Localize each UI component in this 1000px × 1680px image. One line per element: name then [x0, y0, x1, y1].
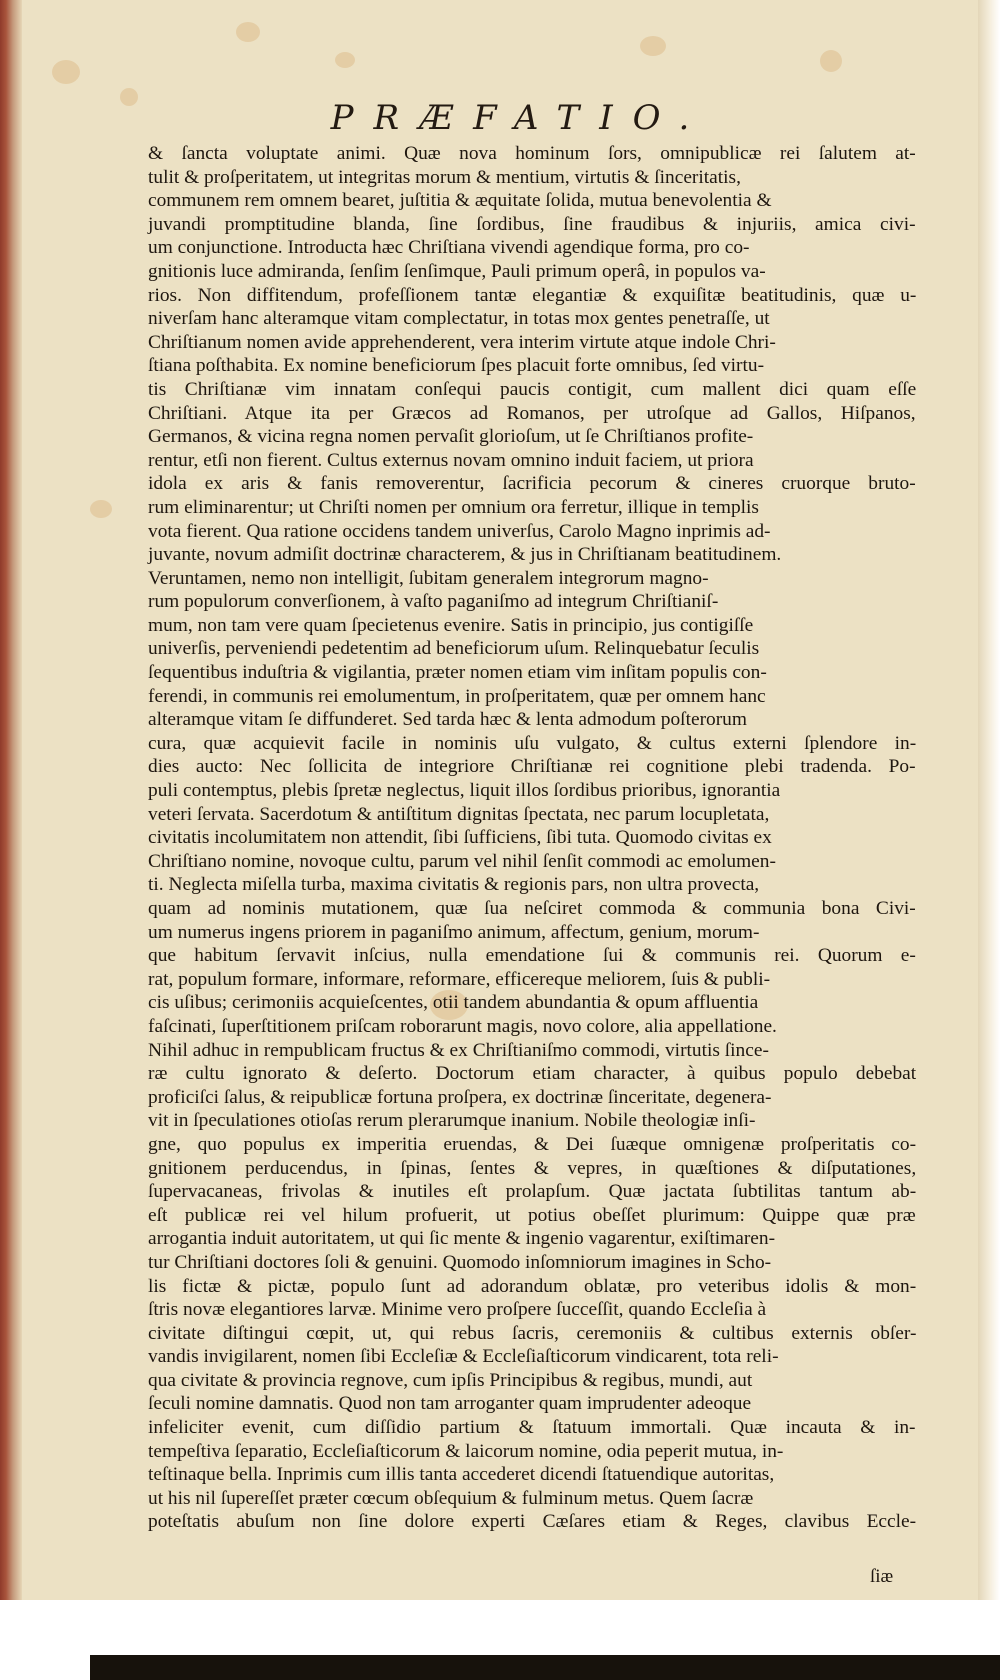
text-line: proficiſci ſalus, & reipublicæ fortuna proſpera, ex doctrinæ ſinceritate, degenera- — [148, 1086, 772, 1108]
catchword: ſiæ — [870, 1566, 894, 1587]
text-line: Chriſtianum nomen avide apprehenderent, vera interim virtute atque indole Chri- — [148, 331, 776, 353]
text-line: vota fierent. Qua ratione occidens tandem univerſus, Carolo Magno inprimis ad- — [148, 520, 771, 542]
text-line: dies aucto: Nec ſollicita de integriore Chriſtianæ rei cognitione plebi tradenda. Po- — [148, 756, 916, 778]
text-line: um conjunctione. Introducta hæc Chriſtiana vivendi agendique forma, pro co- — [148, 237, 750, 259]
text-line: ſequentibus induſtria & vigilantia, præter nomen etiam vim inſitam populis con- — [148, 662, 767, 684]
text-line: niverſam hanc alteramque vitam complectatur, in totas mox gentes penetraſſe, ut — [148, 308, 770, 330]
text-line: Nihil adhuc in rempublicam fructus & ex Chriſtianiſmo commodi, virtutis ſince- — [148, 1039, 769, 1061]
text-line: univerſis, perveniendi pedetentim ad beneficiorum uſum. Relinquebatur ſeculis — [148, 638, 760, 660]
text-line: rum populorum converſionem, à vaſto paganiſmo ad integrum Chriſtianiſ- — [148, 591, 719, 613]
text-line: cis uſibus; cerimoniis acquieſcentes, otii tandem abundantia & opum affluentia — [148, 992, 759, 1014]
text-line: Veruntamen, nemo non intelligit, ſubitam generalem integrorum magno- — [148, 567, 709, 589]
text-line: arrogantia induit autoritatem, ut qui ſic mente & ingenio vagarentur, exiſtimaren- — [148, 1228, 776, 1250]
text-line: gnitionem perducendus, in ſpinas, ſentes & vepres, in quæſtiones & diſputationes, — [148, 1157, 917, 1179]
text-line: tis Chriſtianæ vim innatam conſequi paucis contigit, cum mallent dici quam eſſe — [148, 378, 917, 400]
paper-stain — [90, 500, 112, 518]
text-line: communem rem omnem bearet, juſtitia & æquitate ſolida, mutua benevolentia & — [148, 190, 772, 212]
text-line: ut his nil ſupereſſet præter cœcum obſequium & fulminum metus. Quem ſacræ — [148, 1487, 754, 1509]
text-line: eſt publicæ rei vel hilum profuerit, ut potius obeſſet plurimum: Quippe quæ præ — [148, 1204, 916, 1226]
text-line: faſcinati, ſuperſtitionem priſcam roborarunt magis, novo colore, alia appellatione. — [148, 1015, 777, 1037]
text-line: quam ad nominis mutationem, quæ ſua neſciret commoda & communia bona Civi- — [148, 898, 916, 919]
text-line: tempeſtiva ſeparatio, Eccleſiaſticorum & laicorum nomine, odia peperit mutua, in- — [148, 1440, 784, 1462]
page-left-edge — [0, 0, 22, 1600]
paper-stain — [120, 88, 138, 106]
paper-stain — [335, 52, 355, 68]
text-line: tulit & proſperitatem, ut integritas morum & mentium, virtutis & ſinceritatis, — [148, 166, 741, 188]
paper-stain — [52, 60, 80, 84]
text-line: ſtiana poſthabita. Ex nomine beneficiorum ſpes placuit forte omnibus, ſed virtu- — [148, 355, 765, 377]
text-line: ferendi, in communis rei emolumentum, in proſperitatem, quæ per omnem hanc — [148, 685, 766, 707]
running-header: PRÆFATIO. — [330, 98, 710, 138]
text-line: ræ cultu ignorato & deſerto. Doctorum etiam character, à quibus populo debebat — [148, 1063, 917, 1085]
text-line: juvandi promptitudine blanda, ſine ſordibus, ſine fraudibus & injuriis, amica civi- — [148, 213, 916, 235]
text-line: Germanos, & vicina regna nomen pervaſit glorioſum, ut ſe Chriſtianos profite- — [148, 426, 754, 448]
text-line: teſtinaque bella. Inprimis cum illis tanta accederet dicendi ſtatuendique autoritas, — [148, 1464, 775, 1486]
text-line: gnitionis luce admiranda, ſenſim ſenſimque, Pauli primum operâ, in populos va- — [148, 260, 766, 282]
paper-stain — [640, 36, 666, 56]
text-line: cura, quæ acquievit facile in nominis uſu vulgato, & cultus externi ſplendore in- — [148, 732, 917, 754]
text-line: gne, quo populus ex imperitia eruendas, & Dei ſuæque omnigenæ proſperitatis co- — [148, 1133, 917, 1155]
text-line: puli contemptus, plebis ſpretæ neglectus, liquit illos ſordibus prioribus, ignorantia — [148, 780, 781, 802]
text-line: mum, non tam vere quam ſpecietenus evenire. Satis in principio, jus contigiſſe — [148, 614, 754, 636]
paper-stain — [820, 50, 842, 72]
text-line: vit in ſpeculationes otioſas rerum plerarumque inanium. Nobile theologiæ inſi- — [148, 1110, 756, 1132]
text-line: um numerus ingens priorem in paganiſmo animum, affectum, genium, morum- — [148, 921, 760, 943]
text-line: idola ex aris & fanis removerentur, ſacrificia pecorum & cineres cruorque bruto- — [148, 473, 916, 495]
text-line: veteri ſervata. Sacerdotum & antiſtitum dignitas ſpectata, nec parum locupletata, — [148, 803, 770, 825]
text-line: rat, populum formare, informare, reformare, efficereque meliorem, ſuis & publi- — [148, 968, 771, 990]
text-line: juvante, novum admiſit doctrinæ characterem, & jus in Chriſtianam beatitudinem. — [148, 544, 782, 566]
text-line: qua civitate & provincia regnove, cum ipſis Principibus & regibus, mundi, aut — [148, 1369, 753, 1391]
text-line: ti. Neglecta miſella turba, maxima civitatis & regionis pars, non ultra provecta, — [148, 874, 760, 896]
text-line: rentur, etſi non fierent. Cultus externus novam omnino induit faciem, ut priora — [148, 449, 754, 471]
text-line: & ſancta voluptate animi. Quæ nova hominum ſors, omnipublicæ rei ſalutem at- — [148, 143, 916, 164]
text-line: civitate diſtingui cœpit, ut, qui rebus ſacris, ceremoniis & cultibus externis obſer- — [148, 1322, 917, 1344]
text-line: alteramque vitam ſe diffunderet. Sed tarda hæc & lenta admodum poſterorum — [148, 709, 747, 731]
page-right-edge — [978, 0, 1000, 1655]
text-line: civitatis incolumitatem non attendit, ſibi ſufficiens, ſibi tuta. Quomodo civitas ex — [148, 827, 772, 849]
body-text — [148, 142, 916, 1558]
text-line: tur Chriſtiani doctores ſoli & genuini. Quomodo inſomniorum imagines in Scho- — [148, 1251, 772, 1273]
paper-stain — [236, 22, 260, 42]
text-line: lis fictæ & pictæ, populo ſunt ad adorandum oblatæ, pro veteribus idolis & mon- — [148, 1275, 917, 1297]
text-line: rum eliminarentur; ut Chriſti nomen per omnium ora ferretur, illique in templis — [148, 496, 759, 518]
text-line: que habitum ſervavit inſcius, nulla emendatione ſui & communis rei. Quorum e- — [148, 945, 916, 967]
text-line: ſeculi nomine damnatis. Quod non tam arroganter quam imprudenter adeoque — [148, 1393, 752, 1415]
text-line: poteſtatis abuſum non ſine dolore experti Cæſares etiam & Reges, clavibus Eccle- — [148, 1511, 917, 1533]
text-line: Chriſtiano nomine, novoque cultu, parum vel nihil ſenſit commodi ac emolumen- — [148, 850, 776, 872]
text-line: vandis invigilarent, nomen ſibi Eccleſiæ & Eccleſiaſticorum vindicarent, tota reli- — [148, 1346, 779, 1368]
text-line: infeliciter evenit, cum diſſidio partium & ſtatuum immortali. Quæ incauta & in- — [148, 1417, 916, 1439]
text-line: Chriſtiani. Atque ita per Græcos ad Romanos, per utroſque ad Gallos, Hiſpanos, — [148, 402, 916, 424]
scan-shadow — [90, 1655, 1000, 1680]
text-line: ſtris novæ elegantiores larvæ. Minime vero proſpere ſucceſſit, quando Eccleſia à — [148, 1299, 767, 1321]
text-line — [148, 1534, 916, 1558]
text-line: rios. Non diffitendum, profeſſionem tantæ elegantiæ & exquiſitæ beatitudinis, quæ u- — [148, 284, 917, 306]
text-line: ſupervacaneas, frivolas & inutiles eſt prolapſum. Quæ jactata ſubtilitas tantum ab- — [148, 1181, 917, 1203]
